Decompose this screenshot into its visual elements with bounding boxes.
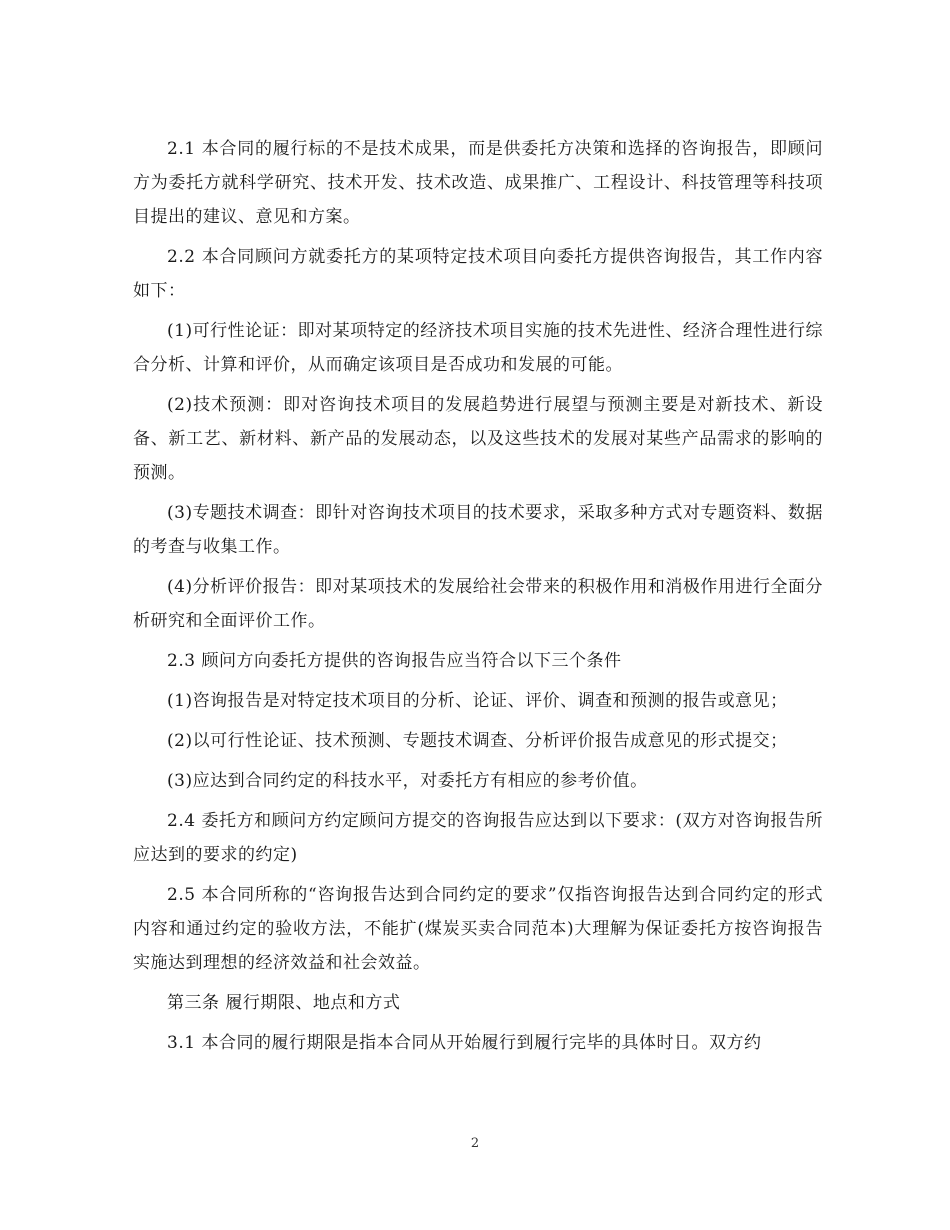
paragraph-forecast: (2)技术预测：即对咨询技术项目的发展趋势进行展望与预测主要是对新技术、新设备、新工艺、新材料、新产品的发展动态，以及这些技术的发展对某些产品需求的影响的预测。 xyxy=(133,395,823,483)
page-number: 2 xyxy=(470,1136,480,1151)
paragraph-2-2: 2.2 本合同顾问方就委托方的某项特定技术项目向委托方提供咨询报告，其工作内容如下： xyxy=(133,247,823,301)
paragraph-condition-3: (3)应达到合同约定的科技水平，对委托方有相应的参考价值。 xyxy=(167,771,648,791)
paragraph-survey: (3)专题技术调查：即针对咨询技术项目的技术要求，采取多种方式对专题资料、数据的考查与收集工作。 xyxy=(133,503,823,557)
section-heading-article-3: 第三条 履行期限、地点和方式 xyxy=(167,993,401,1013)
paragraph-2-3: 2.3 顾问方向委托方提供的咨询报告应当符合以下三个条件 xyxy=(167,651,622,671)
paragraph-2-1: 2.1 本合同的履行标的不是技术成果，而是供委托方决策和选择的咨询报告，即顾问方为委托方就科学研究、技术开发、技术改造、成果推广、工程设计、科技管理等科技项目提出的建议、意见和方案。 xyxy=(133,139,823,227)
paragraph-feasibility: (1)可行性论证：即对某项特定的经济技术项目实施的技术先进性、经济合理性进行综合分析、计算和评价，从而确定该项目是否成功和发展的可能。 xyxy=(133,321,823,375)
paragraph-evaluation: (4)分析评价报告：即对某项技术的发展给社会带来的积极作用和消极作用进行全面分析研究和全面评价工作。 xyxy=(133,577,823,631)
paragraph-condition-2: (2)以可行性论证、技术预测、专题技术调查、分析评价报告成意见的形式提交； xyxy=(167,731,788,751)
document-body xyxy=(133,132,823,1066)
paragraph-2-5: 2.5 本合同所称的“咨询报告达到合同约定的要求”仅指咨询报告达到合同约定的形式内容和通过约定的验收方法，不能扩(煤炭买卖合同范本)大理解为保证委托方按咨询报告实施达到理想的经济效益和社会效益。 xyxy=(133,885,823,973)
paragraph-condition-1: (1)咨询报告是对特定技术项目的分析、论证、评价、调查和预测的报告或意见； xyxy=(167,691,788,711)
paragraph-3-1: 3.1 本合同的履行期限是指本合同从开始履行到履行完毕的具体时日。双方约 xyxy=(167,1033,762,1053)
paragraph-2-4: 2.4 委托方和顾问方约定顾问方提交的咨询报告应达到以下要求：(双方对咨询报告所应达到的要求的约定) xyxy=(133,811,823,865)
